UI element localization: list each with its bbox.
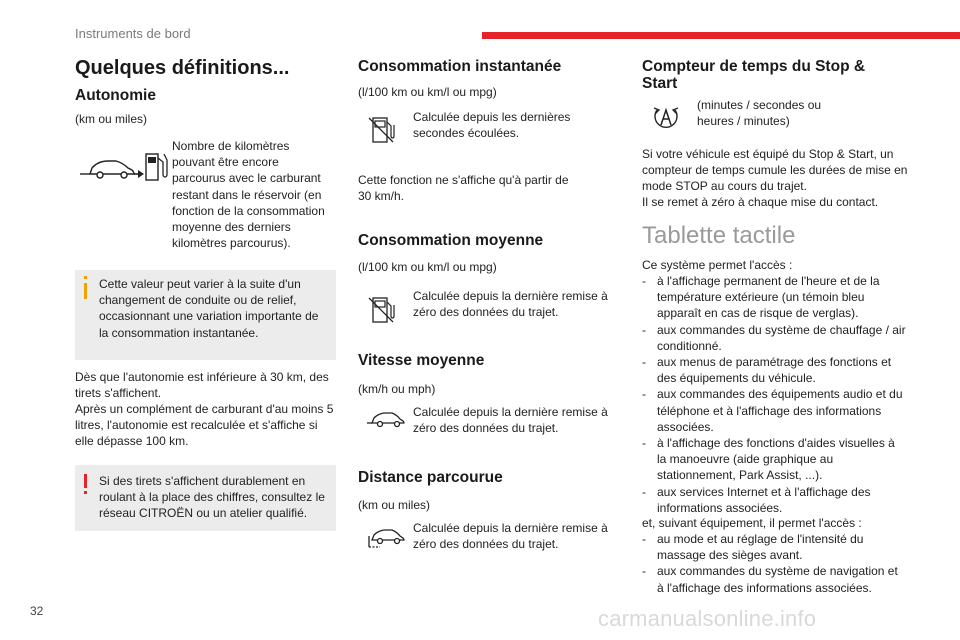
list-item: - aux commandes du système de navigation et à l'affichage des informations associées. <box>642 563 907 595</box>
warning-icon-dot <box>84 491 87 494</box>
list-item: - à l'affichage des fonctions d'aides visuelles à la manoeuvre (aide graphique au stationnement, Park Assist, ...). <box>642 435 907 484</box>
section-title: Instruments de bord <box>75 26 191 41</box>
speed-description: Calculée depuis la dernière remise à zéro des données du trajet. <box>413 405 608 436</box>
tablette-list <box>642 273 907 516</box>
warning-icon <box>84 474 87 488</box>
stop-start-icon <box>651 104 681 132</box>
tablette-intro: Ce système permet l'accès : <box>642 258 793 272</box>
info-icon-dot <box>84 276 87 279</box>
autonomie-paragraph-1: Dès que l'autonomie est inférieure à 30 km, des tirets s'affichent. <box>75 370 329 401</box>
instant-heading: Consommation instantanée <box>358 58 562 75</box>
distance-units: (km ou miles) <box>358 498 431 512</box>
average-description: Calculée depuis la dernière remise à zéro des données du trajet. <box>413 289 608 320</box>
car-distance-icon <box>366 528 406 550</box>
stopstart-paragraph-2: Il se remet à zéro à chaque mise du contact. <box>642 195 879 209</box>
fuel-pump-icon <box>368 117 396 143</box>
car-icon <box>366 410 406 430</box>
distance-heading: Distance parcourue <box>358 469 503 486</box>
average-heading: Consommation moyenne <box>358 232 544 249</box>
stopstart-paragraph-1: Si votre véhicule est équipé du Stop & Start, un compteur de temps cumule les durées de mise en mode STOP au cours du trajet. <box>642 147 908 194</box>
list-item: - au mode et au réglage de l'intensité du massage des sièges avant. <box>642 531 907 563</box>
autonomie-heading: Autonomie <box>75 87 156 104</box>
tablette-intro-2: et, suivant équipement, il permet l'accès : <box>642 516 862 530</box>
tablette-title: Tablette tactile <box>642 222 796 249</box>
autonomie-description: Nombre de kilomètres pouvant être encore parcourus avec le carburant restant dans le réservoir (en fonction de la consommation moyenne des derniers kilomètres parcourus). <box>172 139 325 251</box>
distance-description: Calculée depuis la dernière remise à zéro des données du trajet. <box>413 521 608 552</box>
watermark: carmanualsonline.info <box>598 606 817 631</box>
autonomie-paragraph-2: Après un complément de carburant d'au moins 5 litres, l'autonomie est recalculée et s'affiche si elle dépasse 100 km. <box>75 402 334 449</box>
stopstart-units: (minutes / secondes ou heures / minutes) <box>697 98 822 129</box>
instant-note: Cette fonction ne s'affiche qu'à partir de 30 km/h. <box>358 173 569 204</box>
speed-heading: Vitesse moyenne <box>358 352 485 369</box>
info-icon <box>84 283 87 299</box>
stopstart-heading: Compteur de temps du Stop & Start <box>642 58 866 92</box>
tablette-list-2 <box>642 531 907 596</box>
header-accent-bar <box>482 32 960 39</box>
info-note <box>75 270 336 360</box>
list-item: - aux services Internet et à l'affichage des informations associées. <box>642 484 907 516</box>
average-units: (l/100 km ou km/l ou mpg) <box>358 260 497 274</box>
warning-note-text: Si des tirets s'affichent durablement en roulant à la place des chiffres, consultez le réseau CITROËN ou un atelier qualifié. <box>99 474 325 521</box>
speed-units: (km/h ou mph) <box>358 382 436 396</box>
instant-units: (l/100 km ou km/l ou mpg) <box>358 85 497 99</box>
page-number: 32 <box>30 604 44 618</box>
instant-description: Calculée depuis les dernières secondes écoulées. <box>413 110 571 141</box>
info-note-text: Cette valeur peut varier à la suite d'un changement de conduite ou de relief, occasionnant une variation importante de la consommation instantanée. <box>99 277 319 340</box>
list-item: - aux commandes des équipements audio et du téléphone et à l'affichage des informations associées. <box>642 386 907 435</box>
fuel-pump-icon <box>368 297 396 323</box>
list-item: - aux menus de paramétrage des fonctions et des équipements du véhicule. <box>642 354 907 386</box>
list-item: - aux commandes du système de chauffage / air conditionné. <box>642 322 907 354</box>
list-item: - à l'affichage permanent de l'heure et de la température extérieure (un témoin bleu apparaît en cas de risque de verglas). <box>642 273 907 322</box>
warning-note <box>75 465 336 531</box>
page-title: Quelques définitions... <box>75 57 290 79</box>
car-fuel-range-icon <box>78 146 170 184</box>
autonomie-units: (km ou miles) <box>75 112 148 126</box>
